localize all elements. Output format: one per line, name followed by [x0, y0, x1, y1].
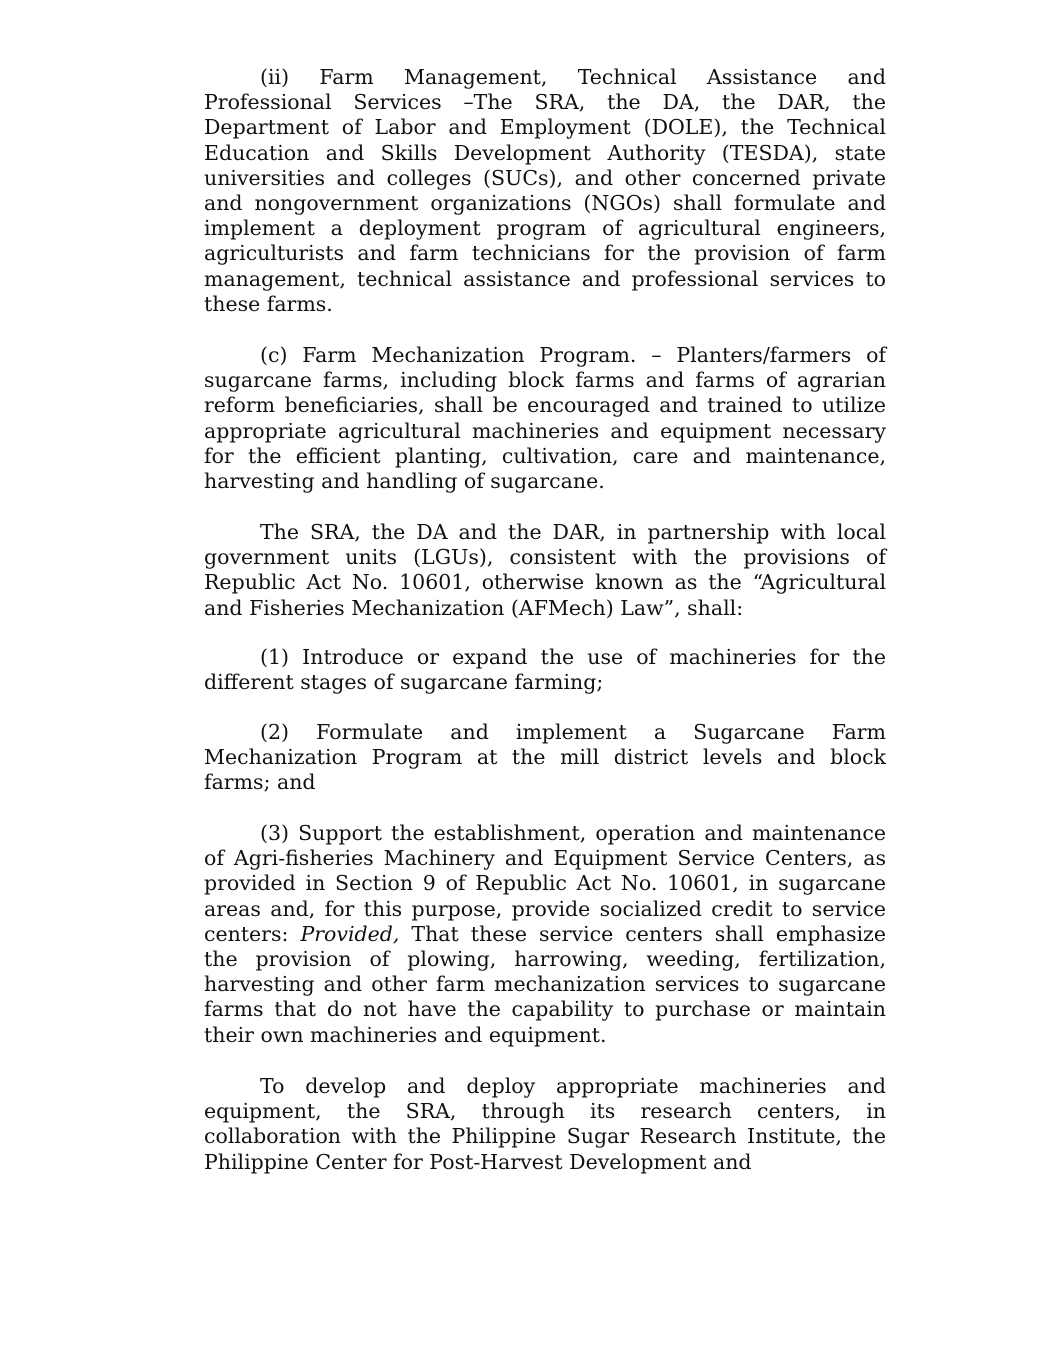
paragraph-farm-mechanization-program: (c) Farm Mechanization Program. – Planters/farmers of sugarcane farms, including block farms and farms of agrarian reform beneficiaries, shall be encouraged and trained to utilize appropriate agricultural machineries and equipment necessary for the efficient planting, cultivation, care and maintenance, harvesting and handling of sugarcane.	[204, 343, 886, 494]
proviso-term: Provided,	[300, 921, 400, 946]
paragraph-develop-deploy: To develop and deploy appropriate machineries and equipment, the SRA, through its research centers, in collaboration with the Philippine Sugar Research Institute, the Philippine Center for Post-Harvest Development and	[204, 1074, 886, 1174]
list-item-3-text-after: That these service centers shall emphasize the provision of plowing, harrowing, weeding, fertilization, harvesting and other farm mechanization services to sugarcane farms that do not have the capability to purchase or maintain their own machineries and equipment.	[204, 921, 886, 1047]
paragraph-sra-partnership: The SRA, the DA and the DAR, in partnership with local government units (LGUs), consistent with the provisions of Republic Act No. 10601, otherwise known as the “Agricultural and Fisheries Mechanization (AFMech) Law”, shall:	[204, 520, 886, 620]
list-item-1: (1) Introduce or expand the use of machineries for the different stages of sugarcane farming;	[204, 645, 886, 695]
list-item-3-text-before: (3) Support the establishment, operation and maintenance of Agri-fisheries Machinery and Equipment Service Centers, as provided in Section 9 of Republic Act No. 10601, in sugarcane areas and, for this purpose, provide socialized credit to service centers:	[204, 821, 886, 946]
paragraph-farm-management: (ii) Farm Management, Technical Assistance and Professional Services –The SRA, the DA, the DAR, the Department of Labor and Employment (DOLE), the Technical Education and Skills Development Authority (TESDA), state universities and colleges (SUCs), and other concerned private and nongovernment organizations (NGOs) shall formulate and implement a deployment program of agricultural engineers, agriculturists and farm technicians for the provision of farm management, technical assistance and professional services to these farms.	[204, 65, 886, 316]
list-item-2: (2) Formulate and implement a Sugarcane Farm Mechanization Program at the mill district levels and block farms; and	[204, 720, 886, 795]
list-item-3	[204, 821, 886, 1048]
